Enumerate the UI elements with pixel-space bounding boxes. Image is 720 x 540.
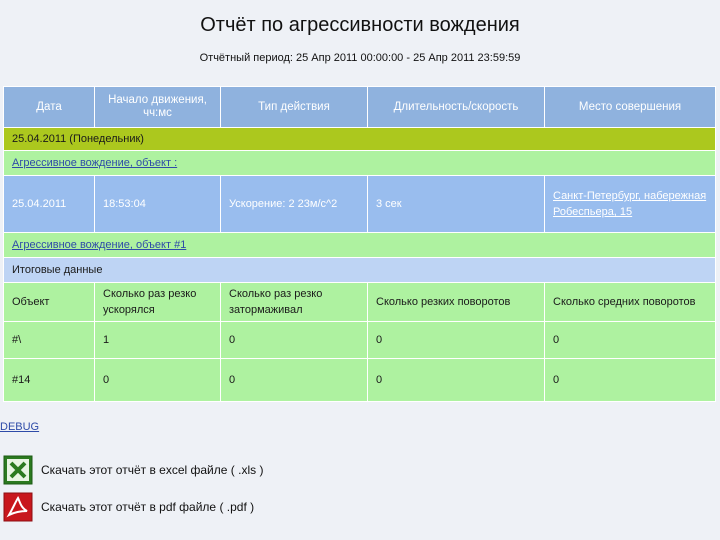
summary-header-row — [4, 283, 716, 322]
totals-label: Итоговые данные — [4, 258, 716, 283]
summary-header-sharp-turns: Сколько резких поворотов — [368, 283, 545, 322]
table-header-row — [4, 87, 716, 128]
excel-file-icon — [3, 455, 33, 485]
report-table — [3, 86, 716, 402]
object-row — [4, 233, 716, 258]
totals-row — [4, 258, 716, 283]
report-period: Отчётный период: 25 Апр 2011 00:00:00 - 25 Апр 2011 23:59:59 — [199, 52, 521, 64]
event-duration: 3 сек — [368, 176, 545, 233]
pdf-download-label: Скачать этот отчёт в pdf файле ( .pdf ) — [41, 500, 255, 514]
report-title: Отчёт по агрессивности вождения — [200, 14, 520, 36]
summary-cell: 0 — [95, 359, 221, 402]
summary-cell: 1 — [95, 322, 221, 359]
summary-header-medium-turns: Сколько средних поворотов — [545, 283, 716, 322]
event-date: 25.04.2011 — [4, 176, 95, 233]
date-group-label: 25.04.2011 (Понедельник) — [4, 128, 716, 151]
table-row — [4, 176, 716, 233]
summary-cell: 0 — [545, 322, 716, 359]
summary-header-object: Объект — [4, 283, 95, 322]
column-header-start: Начало движения, чч:мс — [95, 87, 221, 128]
table-row — [4, 322, 716, 359]
summary-cell: #14 — [4, 359, 95, 402]
summary-header-accel: Сколько раз резко ускорялся — [95, 283, 221, 322]
summary-cell: 0 — [545, 359, 716, 402]
event-action: Ускорение: 2 23м/с^2 — [221, 176, 368, 233]
event-time: 18:53:04 — [95, 176, 221, 233]
summary-cell: #\ — [4, 322, 95, 359]
summary-cell: 0 — [221, 322, 368, 359]
pdf-download-button[interactable] — [3, 491, 254, 523]
excel-download-button[interactable] — [3, 454, 263, 486]
pdf-file-icon — [3, 492, 33, 522]
column-header-action: Тип действия — [221, 87, 368, 128]
column-header-place: Место совершения — [545, 87, 716, 128]
summary-cell: 0 — [368, 322, 545, 359]
date-group-row — [4, 128, 716, 151]
object-link[interactable]: Агрессивное вождение, объект : — [12, 157, 178, 169]
event-place-link[interactable]: Санкт-Петербург, набережная Робеспьера, 15 — [553, 190, 707, 218]
debug-link[interactable]: DEBUG — [0, 421, 40, 433]
table-row — [4, 359, 716, 402]
excel-download-label: Скачать этот отчёт в excel файле ( .xls ) — [41, 463, 264, 477]
summary-cell: 0 — [221, 359, 368, 402]
object-row — [4, 151, 716, 176]
object-link[interactable]: Агрессивное вождение, объект #1 — [12, 239, 187, 251]
column-header-date: Дата — [4, 87, 95, 128]
column-header-duration: Длительность/скорость — [368, 87, 545, 128]
summary-header-brake: Сколько раз резко затормаживал — [221, 283, 368, 322]
summary-cell: 0 — [368, 359, 545, 402]
